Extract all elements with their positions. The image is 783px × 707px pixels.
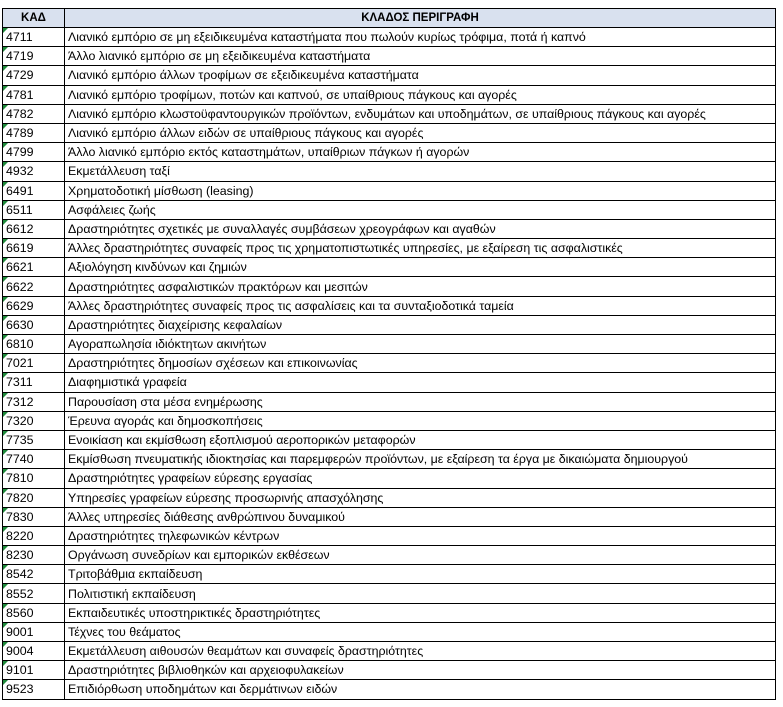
table-row bbox=[3, 85, 776, 104]
table-row bbox=[3, 411, 776, 430]
cell-marker-icon bbox=[3, 489, 8, 494]
kad-code-cell[interactable] bbox=[3, 219, 65, 238]
kad-description-cell[interactable]: Άλλο λιανικό εμπόριο εκτός καταστημάτων, υπαίθριων πάγκων ή αγορών bbox=[65, 143, 776, 162]
kad-code-cell[interactable] bbox=[3, 584, 65, 603]
table-row bbox=[3, 66, 776, 85]
kad-code: 8220 bbox=[6, 528, 34, 543]
table-row bbox=[3, 123, 776, 142]
cell-marker-icon bbox=[3, 469, 8, 474]
cell-marker-icon bbox=[3, 584, 8, 589]
kad-code: 6630 bbox=[6, 317, 34, 332]
kad-description-cell[interactable]: Επιδιόρθωση υποδημάτων και δερμάτινων ειδών bbox=[65, 680, 776, 699]
table-row bbox=[3, 642, 776, 661]
kad-code-cell[interactable] bbox=[3, 162, 65, 181]
kad-code: 4781 bbox=[6, 87, 34, 102]
kad-code: 9004 bbox=[6, 644, 34, 659]
cell-marker-icon bbox=[3, 220, 8, 225]
table-row bbox=[3, 315, 776, 334]
cell-marker-icon bbox=[3, 335, 8, 340]
kad-code-cell[interactable] bbox=[3, 66, 65, 85]
cell-marker-icon bbox=[3, 105, 8, 110]
kad-code-cell[interactable] bbox=[3, 143, 65, 162]
cell-marker-icon bbox=[3, 623, 8, 628]
kad-code: 8230 bbox=[6, 548, 34, 563]
table-row bbox=[3, 661, 776, 680]
kad-code-cell[interactable] bbox=[3, 507, 65, 526]
table-body bbox=[3, 28, 776, 700]
kad-code: 8560 bbox=[6, 605, 34, 620]
kad-description-cell[interactable]: Χρηματοδοτική μίσθωση (leasing) bbox=[65, 181, 776, 200]
kad-description-cell[interactable]: Δραστηριότητες ασφαλιστικών πρακτόρων και μεσιτών bbox=[65, 277, 776, 296]
cell-marker-icon bbox=[3, 66, 8, 71]
table-row bbox=[3, 546, 776, 565]
cell-marker-icon bbox=[3, 86, 8, 91]
cell-marker-icon bbox=[3, 546, 8, 551]
cell-marker-icon bbox=[3, 642, 8, 647]
kad-code-cell[interactable] bbox=[3, 181, 65, 200]
kad-code: 4711 bbox=[6, 30, 33, 45]
kad-description-cell[interactable]: Εκμετάλλευση ταξί bbox=[65, 162, 776, 181]
table-row bbox=[3, 258, 776, 277]
table-row bbox=[3, 680, 776, 699]
table-row bbox=[3, 622, 776, 641]
kad-code-cell[interactable] bbox=[3, 85, 65, 104]
kad-description-cell[interactable]: Παρουσίαση στα μέσα ενημέρωσης bbox=[65, 392, 776, 411]
cell-marker-icon bbox=[3, 527, 8, 532]
cell-marker-icon bbox=[3, 661, 8, 666]
kad-description-cell[interactable]: Άλλες υπηρεσίες διάθεσης ανθρώπινου δυναμικού bbox=[65, 507, 776, 526]
kad-code-cell[interactable] bbox=[3, 239, 65, 258]
table-row bbox=[3, 335, 776, 354]
kad-code-cell[interactable] bbox=[3, 526, 65, 545]
table-row bbox=[3, 507, 776, 526]
table-row bbox=[3, 296, 776, 315]
kad-code: 8542 bbox=[6, 567, 34, 582]
cell-marker-icon bbox=[3, 450, 8, 455]
kad-code-cell[interactable] bbox=[3, 373, 65, 392]
kad-code: 4799 bbox=[6, 145, 34, 160]
kad-description-cell[interactable]: Τριτοβάθμια εκπαίδευση bbox=[65, 565, 776, 584]
table-row bbox=[3, 603, 776, 622]
cell-marker-icon bbox=[3, 680, 8, 685]
cell-marker-icon bbox=[3, 182, 8, 187]
table-row bbox=[3, 430, 776, 449]
kad-description-cell[interactable]: Δραστηριότητες βιβλιοθηκών και αρχειοφυλακείων bbox=[65, 661, 776, 680]
kad-code: 7735 bbox=[6, 433, 34, 448]
kad-code-cell[interactable] bbox=[3, 104, 65, 123]
kad-code-cell[interactable] bbox=[3, 565, 65, 584]
cell-marker-icon bbox=[3, 201, 8, 206]
kad-code-cell[interactable] bbox=[3, 642, 65, 661]
table-row bbox=[3, 450, 776, 469]
kad-description-cell[interactable]: Ενοικίαση και εκμίσθωση εξοπλισμού αεροπορικών μεταφορών bbox=[65, 430, 776, 449]
kad-description-cell[interactable]: Λιανικό εμπόριο σε μη εξειδικευμένα καταστήματα που πωλούν κυρίως τρόφιμα, ποτά ή καπνό bbox=[65, 28, 776, 47]
cell-marker-icon bbox=[3, 431, 8, 436]
kad-code-cell[interactable] bbox=[3, 354, 65, 373]
kad-code: 9523 bbox=[6, 682, 34, 697]
kad-code: 6491 bbox=[6, 183, 34, 198]
cell-marker-icon bbox=[3, 47, 8, 52]
kad-code-cell[interactable] bbox=[3, 296, 65, 315]
kad-code-cell[interactable] bbox=[3, 411, 65, 430]
kad-description-cell[interactable]: Εκπαιδευτικές υποστηρικτικές δραστηριότητες bbox=[65, 603, 776, 622]
kad-code: 7021 bbox=[6, 356, 34, 371]
kad-description-cell[interactable]: Λιανικό εμπόριο τροφίμων, ποτών και καπνού, σε υπαίθριους πάγκους και αγορές bbox=[65, 85, 776, 104]
kad-code: 9001 bbox=[6, 624, 34, 639]
table-row bbox=[3, 469, 776, 488]
cell-marker-icon bbox=[3, 28, 8, 33]
kad-code-cell[interactable] bbox=[3, 392, 65, 411]
kad-code: 6622 bbox=[6, 279, 34, 294]
kad-code-cell[interactable] bbox=[3, 622, 65, 641]
kad-code: 7311 bbox=[6, 375, 33, 390]
kad-code-cell[interactable] bbox=[3, 680, 65, 699]
kad-code: 6511 bbox=[6, 202, 33, 217]
kad-code: 4729 bbox=[6, 68, 34, 83]
kad-code-cell[interactable] bbox=[3, 450, 65, 469]
kad-description-cell[interactable]: Οργάνωση συνεδρίων και εμπορικών εκθέσεων bbox=[65, 546, 776, 565]
table-row bbox=[3, 584, 776, 603]
table-row bbox=[3, 354, 776, 373]
table-row bbox=[3, 143, 776, 162]
kad-description-cell[interactable]: Υπηρεσίες γραφείων εύρεσης προσωρινής απασχόλησης bbox=[65, 488, 776, 507]
kad-code: 6621 bbox=[6, 260, 34, 275]
kad-description-cell[interactable]: Άλλο λιανικό εμπόριο σε μη εξειδικευμένα καταστήματα bbox=[65, 47, 776, 66]
cell-marker-icon bbox=[3, 412, 8, 417]
kad-code: 4782 bbox=[6, 106, 34, 121]
kad-code: 4932 bbox=[6, 164, 34, 179]
table-row bbox=[3, 526, 776, 545]
kad-code-cell[interactable] bbox=[3, 469, 65, 488]
kad-code: 8552 bbox=[6, 586, 34, 601]
kad-code: 7810 bbox=[6, 471, 34, 486]
kad-code-cell[interactable] bbox=[3, 430, 65, 449]
kad-code-cell[interactable] bbox=[3, 661, 65, 680]
kad-code-cell[interactable] bbox=[3, 123, 65, 142]
cell-marker-icon bbox=[3, 373, 8, 378]
header-row bbox=[3, 9, 776, 28]
cell-marker-icon bbox=[3, 124, 8, 129]
kad-code: 6810 bbox=[6, 337, 34, 352]
kad-code-cell[interactable] bbox=[3, 47, 65, 66]
cell-marker-icon bbox=[3, 297, 8, 302]
table-row bbox=[3, 277, 776, 296]
cell-marker-icon bbox=[3, 508, 8, 513]
cell-marker-icon bbox=[3, 316, 8, 321]
cell-marker-icon bbox=[3, 393, 8, 398]
table-row bbox=[3, 200, 776, 219]
kad-description-cell[interactable]: Ασφάλειες ζωής bbox=[65, 200, 776, 219]
cell-marker-icon bbox=[3, 239, 8, 244]
kad-description-cell[interactable]: Τέχνες του θεάματος bbox=[65, 622, 776, 641]
kad-code-cell[interactable] bbox=[3, 258, 65, 277]
kad-description-cell[interactable]: Λιανικό εμπόριο άλλων τροφίμων σε εξειδικευμένα καταστήματα bbox=[65, 66, 776, 85]
cell-marker-icon bbox=[3, 277, 8, 282]
header-description[interactable]: ΚΛΑΔΟΣ ΠΕΡΙΓΡΑΦΗ bbox=[65, 9, 776, 28]
kad-description-cell[interactable]: Άλλες δραστηριότητες συναφείς προς τις ασφαλίσεις και τα συνταξιοδοτικά ταμεία bbox=[65, 296, 776, 315]
kad-code-cell[interactable] bbox=[3, 546, 65, 565]
cell-marker-icon bbox=[3, 604, 8, 609]
kad-description-cell[interactable]: Δραστηριότητες τηλεφωνικών κέντρων bbox=[65, 526, 776, 545]
cell-marker-icon bbox=[3, 162, 8, 167]
table-row bbox=[3, 47, 776, 66]
kad-description-cell[interactable]: Δραστηριότητες δημοσίων σχέσεων και επικοινωνίας bbox=[65, 354, 776, 373]
kad-code-cell[interactable] bbox=[3, 335, 65, 354]
kad-description-cell[interactable]: Πολιτιστική εκπαίδευση bbox=[65, 584, 776, 603]
kad-description-cell[interactable]: Λιανικό εμπόριο κλωστοϋφαντουργικών προϊόντων, ενδυμάτων και υποδημάτων, σε υπαίθριους πάγκους και αγορές bbox=[65, 104, 776, 123]
kad-code: 7312 bbox=[6, 394, 34, 409]
cell-marker-icon bbox=[3, 565, 8, 570]
kad-description-cell[interactable]: Λιανικό εμπόριο άλλων ειδών σε υπαίθριους πάγκους και αγορές bbox=[65, 123, 776, 142]
kad-code: 7820 bbox=[6, 490, 34, 505]
kad-description-cell[interactable]: Αγοραπωλησία ιδιόκτητων ακινήτων bbox=[65, 335, 776, 354]
kad-description-cell[interactable]: Έρευνα αγοράς και δημοσκοπήσεις bbox=[65, 411, 776, 430]
kad-description-cell[interactable]: Άλλες δραστηριότητες συναφείς προς τις χρηματοπιστωτικές υπηρεσίες, με εξαίρεση τις ασφαλιστικές bbox=[65, 239, 776, 258]
kad-table bbox=[2, 8, 776, 700]
kad-code: 4789 bbox=[6, 126, 34, 141]
kad-description-cell[interactable]: Δραστηριότητες διαχείρισης κεφαλαίων bbox=[65, 315, 776, 334]
table-row bbox=[3, 219, 776, 238]
cell-marker-icon bbox=[3, 143, 8, 148]
kad-code: 7740 bbox=[6, 452, 34, 467]
kad-description-cell[interactable]: Διαφημιστικά γραφεία bbox=[65, 373, 776, 392]
kad-description-cell[interactable]: Δραστηριότητες γραφείων εύρεσης εργασίας bbox=[65, 469, 776, 488]
table-row bbox=[3, 392, 776, 411]
cell-marker-icon bbox=[3, 354, 8, 359]
table-row bbox=[3, 488, 776, 507]
table-row bbox=[3, 373, 776, 392]
kad-description-cell[interactable]: Εκμετάλλευση αιθουσών θεαμάτων και συναφείς δραστηριότητες bbox=[65, 642, 776, 661]
header-code[interactable]: ΚΑΔ bbox=[3, 9, 65, 28]
kad-description-cell[interactable]: Εκμίσθωση πνευματικής ιδιοκτησίας και παρεμφερών προϊόντων, με εξαίρεση τα έργα με δικαιώματα δημιουργού bbox=[65, 450, 776, 469]
table-row bbox=[3, 162, 776, 181]
kad-description-cell[interactable]: Αξιολόγηση κινδύνων και ζημιών bbox=[65, 258, 776, 277]
kad-code-cell[interactable] bbox=[3, 200, 65, 219]
kad-code: 7830 bbox=[6, 509, 34, 524]
kad-code-cell[interactable] bbox=[3, 28, 65, 47]
kad-code-cell[interactable] bbox=[3, 603, 65, 622]
kad-code-cell[interactable] bbox=[3, 488, 65, 507]
kad-code: 6619 bbox=[6, 241, 34, 256]
table-row bbox=[3, 104, 776, 123]
table-row bbox=[3, 239, 776, 258]
table-row bbox=[3, 565, 776, 584]
kad-code: 9101 bbox=[6, 663, 34, 678]
kad-description-cell[interactable]: Δραστηριότητες σχετικές με συναλλαγές συμβάσεων χρεογράφων και αγαθών bbox=[65, 219, 776, 238]
table-row bbox=[3, 181, 776, 200]
kad-code: 7320 bbox=[6, 413, 34, 428]
kad-code: 6612 bbox=[6, 221, 34, 236]
kad-code-cell[interactable] bbox=[3, 277, 65, 296]
cell-marker-icon bbox=[3, 258, 8, 263]
kad-code: 4719 bbox=[6, 49, 34, 64]
kad-code: 6629 bbox=[6, 298, 34, 313]
kad-code-cell[interactable] bbox=[3, 315, 65, 334]
table-row bbox=[3, 28, 776, 47]
